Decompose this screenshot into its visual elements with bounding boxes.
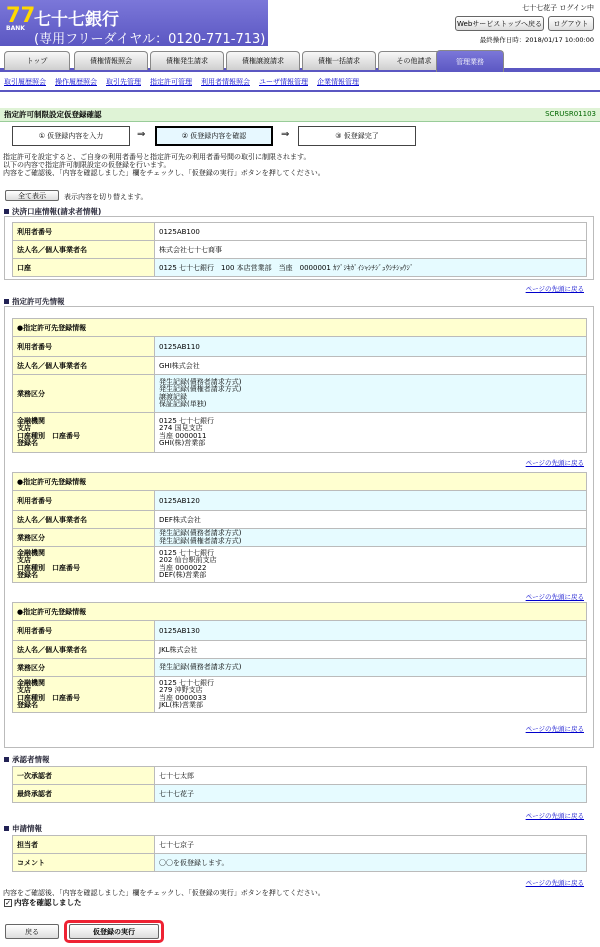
tab-bulk-request[interactable]: 債権一括請求	[302, 51, 376, 70]
page-top-link[interactable]: ページの先頭に戻る	[525, 593, 584, 601]
page-top-link[interactable]: ページの先頭に戻る	[525, 459, 584, 467]
acct-label: 金融機関	[17, 678, 45, 687]
label	[13, 413, 155, 453]
tab-top[interactable]: トップ	[4, 51, 70, 70]
subnav-permission-management[interactable]: 指定許可管理	[150, 78, 192, 86]
screen-id: SCRUSR01103	[545, 110, 596, 118]
biz-item: 発生記録(債務者請求方式)	[159, 377, 242, 386]
label: 法人名／個人事業者名	[13, 641, 155, 659]
show-all-desc: 表示内容を切り替えます。	[64, 193, 148, 201]
arrow-icon: ⇒	[281, 129, 290, 140]
acct-value: 当座 0000011	[159, 431, 207, 440]
permission-entry-table	[12, 472, 587, 583]
label: コメント	[13, 854, 155, 872]
label: 法人名／個人事業者名	[13, 511, 155, 529]
acct-value: 0125 七十七銀行	[159, 678, 215, 687]
tab-other-request[interactable]: その他請求	[378, 51, 450, 70]
login-user: 七十七花子 ログイン中	[522, 4, 594, 12]
acct-label: 金融機関	[17, 416, 45, 425]
value: 0125AB100	[155, 223, 587, 241]
acct-value: 当座 0000022	[159, 563, 207, 572]
bank-logo-sub: BANK	[6, 25, 25, 32]
label: 業務区分	[13, 529, 155, 547]
value: 0125 七十七銀行 100 本店営業部 当座 0000001 ｶﾌﾞｼｷｶﾞｲｼｬｼﾁｼﾞｭｳｼﾁｼｮｳｼﾞ	[155, 259, 587, 277]
subnav-transaction-history[interactable]: 取引履歴照会	[4, 78, 46, 86]
section-title-permission: 指定許可先情報	[4, 296, 65, 307]
label: 最終承認者	[13, 785, 155, 803]
page-top-link[interactable]: ページの先頭に戻る	[525, 879, 584, 887]
acct-label: 口座種別 口座番号	[17, 563, 80, 572]
biz-item: 発生記録(債務者請求方式)	[159, 662, 242, 671]
approver-table	[12, 766, 587, 803]
label: 業務区分	[13, 375, 155, 413]
acct-value: 当座 0000033	[159, 693, 207, 702]
biz-item: 発生記録(債権者請求方式)	[159, 385, 242, 393]
account-table	[12, 222, 587, 277]
info-message: 以下の内容で指定許可制限設定の仮登録を行います。	[3, 161, 171, 169]
label: 利用者番号	[13, 223, 155, 241]
sub-navigation	[0, 74, 600, 92]
label: 利用者番号	[13, 491, 155, 511]
biz-item: 譲渡記録	[159, 392, 187, 401]
acct-value: 279 沖野支店	[159, 686, 203, 694]
value: 七十七京子	[155, 836, 587, 854]
confirm-checkbox-label[interactable]: 内容を確認しました	[14, 898, 82, 907]
page-title: 指定許可制限設定仮登録確認	[0, 108, 600, 122]
page-top-link[interactable]: ページの先頭に戻る	[525, 725, 584, 733]
section-title-account: 決済口座情報(請求者情報)	[4, 206, 101, 217]
application-table	[12, 835, 587, 872]
logout-button[interactable]: ログアウト	[548, 16, 594, 31]
value	[155, 659, 587, 677]
acct-label: 支店	[17, 424, 31, 432]
value	[155, 375, 587, 413]
subnav-operation-history[interactable]: 操作履歴照会	[55, 78, 97, 86]
info-message: 指定許可を設定すると、ご自身の利用者番号と指定許可先の利用者番号間の取引に制限されます。	[3, 153, 311, 161]
confirm-checkbox-row[interactable]	[4, 897, 82, 908]
acct-label: 金融機関	[17, 548, 45, 557]
tab-credit-info[interactable]: 債権情報照会	[74, 51, 148, 70]
acct-value: 274 国見支店	[159, 424, 203, 432]
acct-label: 口座種別 口座番号	[17, 431, 80, 440]
last-operation-time: 最終操作日時：2018/01/17 10:00:00	[479, 36, 594, 44]
value: 七十七花子	[155, 785, 587, 803]
label	[13, 677, 155, 713]
tab-credit-transfer[interactable]: 債権譲渡請求	[226, 51, 300, 70]
entry-subtitle: ●指定許可先登録情報	[13, 603, 587, 621]
value: 0125AB120	[155, 491, 587, 511]
page-top-link[interactable]: ページの先頭に戻る	[525, 812, 584, 820]
biz-item: 発生記録(債権者請求方式)	[159, 536, 242, 545]
subnav-partner-management[interactable]: 取引先管理	[106, 78, 141, 86]
arrow-icon: ⇒	[137, 129, 146, 140]
acct-label: 支店	[17, 686, 31, 694]
label: 一次承認者	[13, 767, 155, 785]
execute-provisional-button[interactable]: 仮登録の実行	[69, 924, 159, 939]
value	[155, 413, 587, 453]
section-title-approver: 承認者情報	[4, 754, 50, 765]
bank-logo: 77	[6, 3, 36, 27]
acct-value: JKL(株)営業部	[159, 701, 204, 709]
entry-subtitle: ●指定許可先登録情報	[13, 319, 587, 337]
acct-label: 支店	[17, 556, 31, 564]
acct-value: DEF(株)営業部	[159, 571, 207, 579]
value: 0125AB130	[155, 621, 587, 641]
confirm-checkbox[interactable]: ✓	[5, 898, 11, 907]
value	[155, 677, 587, 713]
label: 法人名／個人事業者名	[13, 241, 155, 259]
acct-value: 202 仙台駅前支店	[159, 556, 217, 564]
label	[13, 547, 155, 583]
value: 株式会社七十七商事	[155, 241, 587, 259]
value: DEF株式会社	[155, 511, 587, 529]
value: 〇〇を仮登録します。	[155, 854, 587, 872]
tab-admin[interactable]: 管理業務	[436, 50, 504, 72]
freedial-number: (専用フリーダイヤル：0120-771-713)	[34, 32, 266, 47]
label: 利用者番号	[13, 337, 155, 357]
value	[155, 529, 587, 547]
confirm-message: 内容をご確認後、「内容を確認しました」欄をチェックし、「仮登録の実行」ボタンを押してください。	[3, 889, 325, 897]
biz-item: 発生記録(債務者請求方式)	[159, 529, 242, 537]
step-confirm: ② 仮登録内容を確認	[155, 126, 273, 146]
permission-entry-table	[12, 602, 587, 713]
step-input: ① 仮登録内容を入力	[12, 126, 130, 146]
label: 口座	[13, 259, 155, 277]
info-message: 内容をご確認後、「内容を確認しました」欄をチェックし、「仮登録の実行」ボタンを押してください。	[3, 169, 325, 177]
permission-entry-table	[12, 318, 587, 453]
acct-label: 口座種別 口座番号	[17, 693, 80, 702]
label: 業務区分	[13, 659, 155, 677]
web-service-top-button[interactable]: Webサービストップへ戻る	[455, 16, 544, 31]
subnav-user-info[interactable]: 利用者情報照会	[201, 78, 250, 86]
value: 七十七太郎	[155, 767, 587, 785]
tab-credit-issue[interactable]: 債権発生請求	[150, 51, 224, 70]
value: 0125AB110	[155, 337, 587, 357]
value	[155, 547, 587, 583]
acct-label: 登録名	[17, 439, 38, 447]
bank-name: 七十七銀行	[34, 10, 119, 30]
acct-value: 0125 七十七銀行	[159, 416, 215, 425]
acct-value: GHI(株)営業部	[159, 439, 206, 447]
label: 法人名／個人事業者名	[13, 357, 155, 375]
section-title-application: 申請情報	[4, 823, 42, 834]
show-all-button[interactable]: 全て表示	[5, 190, 59, 201]
acct-value: 0125 七十七銀行	[159, 548, 215, 557]
page-top-link[interactable]: ページの先頭に戻る	[525, 285, 584, 293]
label: 担当者	[13, 836, 155, 854]
acct-label: 登録名	[17, 571, 38, 579]
step-complete: ③ 仮登録完了	[298, 126, 416, 146]
biz-item: 保証記録(単独)	[159, 400, 207, 408]
value: GHI株式会社	[155, 357, 587, 375]
label: 利用者番号	[13, 621, 155, 641]
back-button[interactable]: 戻る	[5, 924, 59, 939]
value: JKL株式会社	[155, 641, 587, 659]
subnav-company-info[interactable]: 企業情報管理	[317, 78, 359, 86]
entry-subtitle: ●指定許可先登録情報	[13, 473, 587, 491]
acct-label: 登録名	[17, 701, 38, 709]
subnav-user-management[interactable]: ユーザ情報管理	[259, 78, 308, 86]
